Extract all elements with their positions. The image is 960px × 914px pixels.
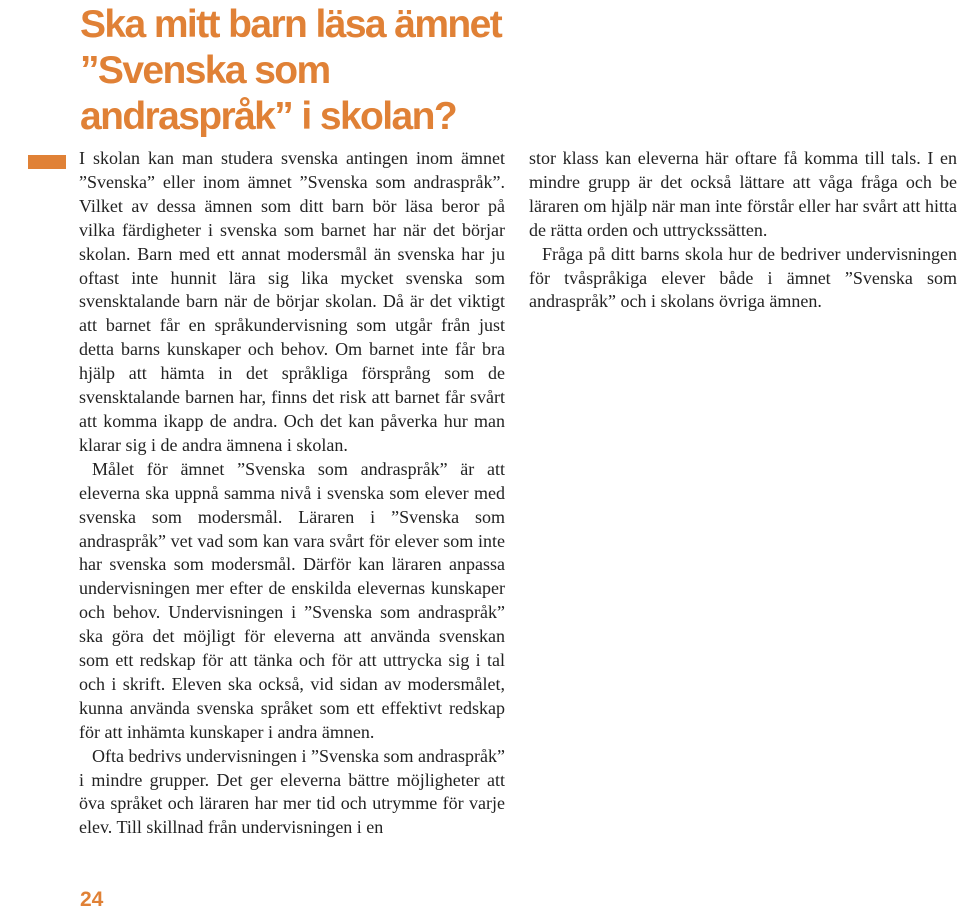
body-paragraph-3-continued: stor klass kan eleverna här oftare få komma till tals. I en mindre grupp är det också lättare att våga fråga och be läraren om hjälp när man inte förstår eller har svårt att hitta de rätta orden och uttryckssätten. [529, 148, 957, 240]
body-paragraph-1: I skolan kan man studera svenska antingen inom ämnet ”Svenska” eller inom ämnet ”Svenska som andraspråk”. Vilket av dessa ämnen som ditt barn bör läsa beror på vilka färdigheter i svenska som barnet har när det börjar skolan. Barn med ett annat modersmål än svenska har ju oftast inte hunnit lära sig lika mycket svenska som svensktalande barn när de börjar skolan. Då är det viktigt att barnet får en språkundervisning som utgår från just detta barns kunskaper och behov. Om barnet inte får bra hjälp att hämta in det språkliga försprång som de svensktalande barnen har, finns det risk att barnet får svårt att komma ikapp de andra. Och det kan påverka hur man klarar sig i de andra ämnena i skolan. [79, 148, 505, 455]
page-number: 24 [80, 888, 104, 911]
body-paragraph-2: Målet för ämnet ”Svenska som andraspråk” är att eleverna ska uppnå samma nivå i svenska som elever med svenska som modersmål. Läraren i ”Svenska som andraspråk” vet vad som kan vara svårt för elever som inte har svenska som modersmål. Därför kan läraren anpassa undervisningen mer efter de enskilda elevernas kunskaper och behov. Undervisningen i ”Svenska som andraspråk” ska göra det möjligt för eleverna att använda svenskan som ett redskap för att tänka och för att uttrycka sig i tal och i skrift. Eleven ska också, vid sidan av modersmålet, kunna använda svenska språket som ett effektivt redskap för att inhämta kunskaper i andra ämnen. [79, 458, 505, 742]
body-paragraph-3: Ofta bedrivs undervisningen i ”Svenska som andraspråk” i mindre grupper. Det ger eleverna bättre möjligheter att öva språket och läraren har mer tid och utrymme för varje elev. Till skillnad från undervisningen i en [79, 745, 505, 838]
page-title: Ska mitt barn läsa ämnet ”Svenska som andraspråk” i skolan? [80, 3, 502, 138]
body-column-left [79, 147, 505, 840]
accent-bar [28, 155, 66, 169]
body-column-right [529, 147, 957, 314]
body-paragraph-4: Fråga på ditt barns skola hur de bedriver undervisningen för tvåspråkiga elever både i ämnet ”Svenska som andraspråk” och i skolans övriga ämnen. [529, 243, 957, 312]
